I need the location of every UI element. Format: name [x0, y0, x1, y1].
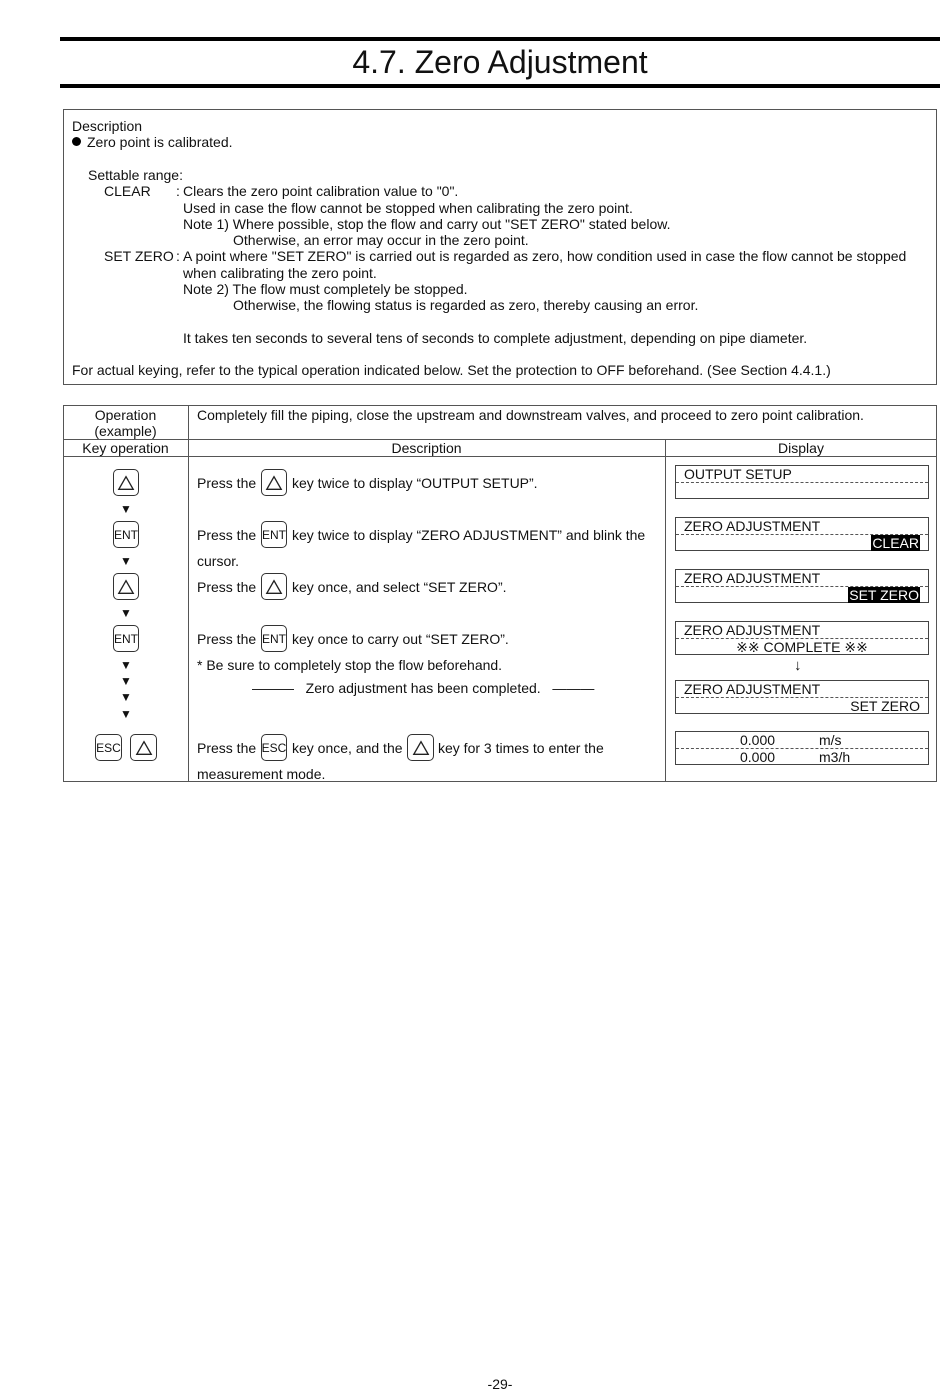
up-key-2[interactable]: [113, 573, 139, 600]
display-line-1: ZERO ADJUSTMENT: [684, 518, 821, 534]
operation-label: Operation: [94, 407, 157, 423]
display-down-arrow: ↓: [794, 657, 802, 674]
step-6-pre: Press the: [197, 740, 257, 756]
clear-colon: :: [176, 183, 180, 199]
up-triangle-icon: [412, 739, 430, 757]
step-6-cont: measurement mode.: [197, 766, 326, 782]
settable-range-label: Settable range:: [88, 167, 183, 183]
step-6-post: key for 3 times to enter the: [438, 740, 604, 756]
note-2b: Otherwise, the flowing status is regarded as zero, thereby causing an error.: [233, 297, 699, 313]
title-bottom-rule: [60, 84, 940, 88]
down-arrow-7: ▼: [120, 707, 132, 721]
note-1b: Otherwise, an error may occur in the zero point.: [233, 232, 529, 248]
operation-text: Completely fill the piping, close the upstream and downstream valves, and proceed to zero point calibration.: [197, 407, 864, 423]
step-2-cont: cursor.: [197, 553, 240, 569]
measurement-unit-1: m/s: [819, 732, 842, 748]
down-arrow-3: ▼: [120, 606, 132, 620]
step-3-pre: Press the: [197, 579, 257, 595]
up-triangle-icon: [265, 578, 283, 596]
note-2: Note 2) The flow must completely be stopped.: [183, 281, 468, 297]
display-line-2: SET ZERO: [850, 698, 920, 714]
clear-label: CLEAR: [104, 183, 151, 199]
clear-text-2: Used in case the flow cannot be stopped when calibrating the zero point.: [183, 200, 633, 216]
setzero-colon: :: [176, 248, 180, 264]
col-display: Display: [778, 440, 824, 456]
measurement-value-1: 0.000: [740, 732, 776, 748]
step-6-mid: key once, and the: [292, 740, 403, 756]
col-description: Description: [391, 440, 462, 456]
up-key-1[interactable]: [113, 469, 139, 496]
display-dash: [676, 748, 928, 749]
step-2-post: key twice to display “ZERO ADJUSTMENT” and blink the: [292, 527, 646, 543]
display-dash: [676, 482, 928, 483]
step-4-pre: Press the: [197, 631, 257, 647]
up-triangle-icon: [117, 578, 135, 596]
up-triangle-icon: [265, 474, 283, 492]
down-arrow-6: ▼: [120, 690, 132, 704]
step-4-cont: * Be sure to completely stop the flow beforehand.: [197, 657, 503, 673]
keying-note: For actual keying, refer to the typical operation indicated below. Set the protection to OFF beforehand. (See Section 4.4.1.): [72, 362, 831, 378]
step-1-pre: Press the: [197, 475, 257, 491]
completed-line: ——— Zero adjustment has been completed. ———: [252, 680, 595, 696]
step-2-pre: Press the: [197, 527, 257, 543]
display-line-1: ZERO ADJUSTMENT: [684, 622, 821, 638]
description-bullet: [72, 134, 233, 150]
up-key-3[interactable]: [130, 734, 157, 761]
up-triangle-icon: [117, 474, 135, 492]
step-3-post: key once, and select “SET ZERO”.: [292, 579, 507, 595]
down-arrow-2: ▼: [120, 554, 132, 568]
display-zero-adjust-setzero: [675, 569, 929, 603]
display-measurement: [675, 731, 929, 765]
inline-ent-key-2: ENT: [261, 625, 287, 652]
display-final-setzero: [675, 680, 929, 714]
up-triangle-icon: [135, 739, 153, 757]
display-complete: [675, 621, 929, 655]
setzero-label: SET ZERO: [104, 248, 174, 264]
page-number: -29-: [487, 1376, 513, 1392]
measurement-value-2: 0.000: [740, 749, 776, 765]
display-line-1: ZERO ADJUSTMENT: [684, 681, 821, 697]
display-line-2-highlight: CLEAR: [872, 535, 919, 551]
inline-up-key-2: [261, 573, 287, 600]
setzero-text-2: when calibrating the zero point.: [183, 265, 377, 281]
measurement-unit-2: m3/h: [819, 749, 851, 765]
clear-text: Clears the zero point calibration value to "0".: [183, 183, 459, 199]
display-zero-adjust-clear: [675, 517, 929, 551]
table-row-line-2: [63, 456, 937, 457]
inline-ent-key-1: ENT: [261, 521, 287, 548]
display-output-setup: [675, 465, 929, 499]
inline-esc-key: ESC: [261, 734, 287, 761]
bullet-text: Zero point is calibrated.: [87, 134, 233, 150]
down-arrow-4: ▼: [120, 658, 132, 672]
ent-key-2[interactable]: ENT: [113, 625, 139, 652]
display-line-1: OUTPUT SETUP: [684, 466, 792, 482]
display-line-2-highlight: SET ZERO: [849, 587, 919, 603]
description-heading: Description: [72, 118, 143, 134]
title-top-rule: [60, 37, 940, 41]
table-divider-2: [665, 439, 666, 782]
bullet-icon: [72, 137, 81, 146]
inline-up-key-3: [407, 734, 434, 761]
col-key-operation: Key operation: [82, 440, 169, 456]
display-line-1: ZERO ADJUSTMENT: [684, 570, 821, 586]
setzero-text: A point where "SET ZERO" is carried out is regarded as zero, how condition used in case the flow cannot be stopped: [183, 248, 907, 264]
inline-up-key-1: [261, 469, 287, 496]
ent-key-1[interactable]: ENT: [113, 521, 139, 548]
time-note: It takes ten seconds to several tens of seconds to complete adjustment, depending on pipe diameter.: [183, 330, 808, 346]
page-title: 4.7. Zero Adjustment: [352, 44, 648, 80]
note-1: Note 1) Where possible, stop the flow and carry out "SET ZERO" stated below.: [183, 216, 671, 232]
operation-example-label: (example): [94, 423, 157, 439]
step-4-post: key once to carry out “SET ZERO”.: [292, 631, 509, 647]
down-arrow-1: ▼: [120, 502, 132, 516]
display-line-2: ※※ COMPLETE ※※: [736, 639, 868, 655]
down-arrow-5: ▼: [120, 674, 132, 688]
table-divider-1: [188, 405, 189, 782]
esc-key[interactable]: ESC: [95, 734, 122, 761]
step-1-post: key twice to display “OUTPUT SETUP”.: [292, 475, 538, 491]
